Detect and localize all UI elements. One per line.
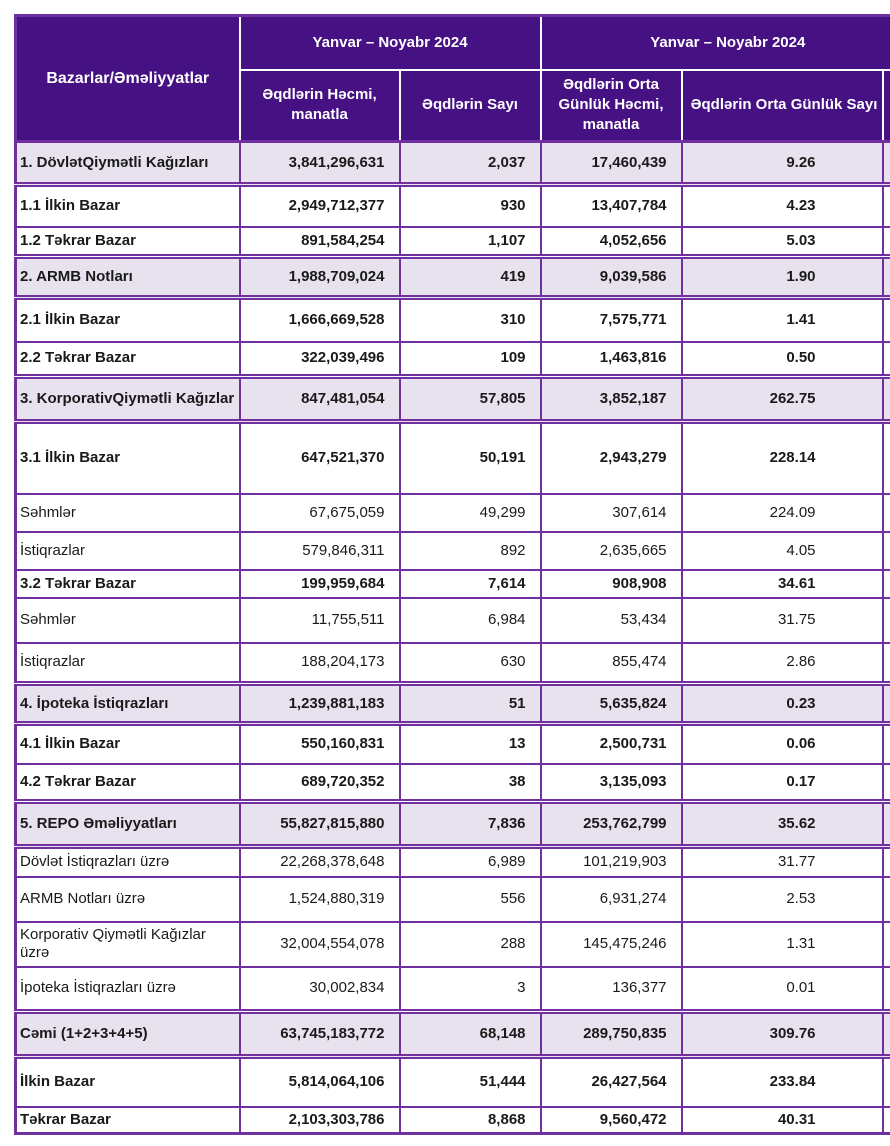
table-row xyxy=(16,377,890,422)
clipped-column-cell xyxy=(883,922,890,967)
cell-value: 419 xyxy=(400,257,541,298)
table-row xyxy=(16,598,890,643)
clipped-column-cell xyxy=(883,227,890,257)
cell-value: 50,191 xyxy=(400,422,541,494)
cell-value: 4.05 xyxy=(682,532,883,570)
cell-value: 6,931,274 xyxy=(541,877,682,922)
cell-value: 891,584,254 xyxy=(240,227,400,257)
cell-value: 11,755,511 xyxy=(240,598,400,643)
cell-value: 310 xyxy=(400,298,541,342)
cell-value: 309.76 xyxy=(682,1012,883,1057)
clipped-column-cell xyxy=(883,847,890,877)
table-row xyxy=(16,342,890,377)
cell-value: 31.75 xyxy=(682,598,883,643)
cell-value: 550,160,831 xyxy=(240,724,400,764)
clipped-column-cell xyxy=(883,967,890,1012)
cell-value: 13 xyxy=(400,724,541,764)
cell-value: 847,481,054 xyxy=(240,377,400,422)
cell-value: 188,204,173 xyxy=(240,643,400,684)
table-row xyxy=(16,847,890,877)
cell-value: 51,444 xyxy=(400,1057,541,1107)
cell-value: 3,841,296,631 xyxy=(240,142,400,185)
cell-value: 32,004,554,078 xyxy=(240,922,400,967)
cell-value: 3,135,093 xyxy=(541,764,682,802)
cell-value: 630 xyxy=(400,643,541,684)
table-row xyxy=(16,764,890,802)
row-label: 2.1 İlkin Bazar xyxy=(16,298,240,342)
cell-value: 9.26 xyxy=(682,142,883,185)
cell-value: 34.61 xyxy=(682,570,883,598)
cell-value: 288 xyxy=(400,922,541,967)
cell-value: 9,039,586 xyxy=(541,257,682,298)
row-label: 5. REPO Əməliyyatları xyxy=(16,802,240,847)
clipped-column-cell xyxy=(883,142,890,185)
clipped-column-cell xyxy=(883,877,890,922)
cell-value: 7,836 xyxy=(400,802,541,847)
clipped-column-cell xyxy=(883,298,890,342)
clipped-column-cell xyxy=(883,185,890,227)
cell-value: 3,852,187 xyxy=(541,377,682,422)
clipped-column-cell xyxy=(883,764,890,802)
cell-value: 1,666,669,528 xyxy=(240,298,400,342)
cell-value: 101,219,903 xyxy=(541,847,682,877)
row-label: 3.2 Təkrar Bazar xyxy=(16,570,240,598)
cell-value: 55,827,815,880 xyxy=(240,802,400,847)
clipped-column-cell xyxy=(883,1057,890,1107)
cell-value: 2,949,712,377 xyxy=(240,185,400,227)
cell-value: 1.90 xyxy=(682,257,883,298)
cell-value: 1,107 xyxy=(400,227,541,257)
cell-value: 228.14 xyxy=(682,422,883,494)
row-label: 4.1 İlkin Bazar xyxy=(16,724,240,764)
cell-value: 262.75 xyxy=(682,377,883,422)
cell-value: 67,675,059 xyxy=(240,494,400,532)
cell-value: 0.06 xyxy=(682,724,883,764)
cell-value: 53,434 xyxy=(541,598,682,643)
clipped-column-cell xyxy=(883,422,890,494)
cell-value: 2.86 xyxy=(682,643,883,684)
clipped-column-cell xyxy=(883,684,890,724)
cell-value: 855,474 xyxy=(541,643,682,684)
clipped-column-cell xyxy=(883,643,890,684)
group-header-period-2: Yanvar – Noyabr 2024 xyxy=(541,16,890,70)
cell-value: 0.17 xyxy=(682,764,883,802)
table-row xyxy=(16,298,890,342)
col-header-count: Əqdlərin Sayı xyxy=(400,70,541,142)
table-row xyxy=(16,922,890,967)
cell-value: 1.31 xyxy=(682,922,883,967)
cell-value: 1,988,709,024 xyxy=(240,257,400,298)
row-label: Səhmlər xyxy=(16,598,240,643)
row-label: Təkrar Bazar xyxy=(16,1107,240,1134)
table-row xyxy=(16,257,890,298)
cell-value: 689,720,352 xyxy=(240,764,400,802)
cell-value: 7,575,771 xyxy=(541,298,682,342)
row-label: 1.2 Təkrar Bazar xyxy=(16,227,240,257)
cell-value: 1,239,881,183 xyxy=(240,684,400,724)
clipped-column-cell xyxy=(883,1107,890,1134)
row-label: 1. DövlətQiymətli Kağızları xyxy=(16,142,240,185)
clipped-column-cell xyxy=(883,377,890,422)
cell-value: 35.62 xyxy=(682,802,883,847)
cell-value: 322,039,496 xyxy=(240,342,400,377)
cell-value: 289,750,835 xyxy=(541,1012,682,1057)
table-row xyxy=(16,570,890,598)
cell-value: 1.41 xyxy=(682,298,883,342)
cell-value: 7,614 xyxy=(400,570,541,598)
row-label: 1.1 İlkin Bazar xyxy=(16,185,240,227)
col-header-clipped-sliver xyxy=(883,70,890,142)
table-row xyxy=(16,142,890,185)
cell-value: 136,377 xyxy=(541,967,682,1012)
table-row xyxy=(16,643,890,684)
group-header-row xyxy=(16,16,890,70)
table-header xyxy=(16,16,890,142)
cell-value: 109 xyxy=(400,342,541,377)
cell-value: 3 xyxy=(400,967,541,1012)
cell-value: 63,745,183,772 xyxy=(240,1012,400,1057)
clipped-column-cell xyxy=(883,494,890,532)
col-header-volume: Əqdlərin Həcmi, manatla xyxy=(240,70,400,142)
row-label: İpoteka İstiqrazları üzrə xyxy=(16,967,240,1012)
cell-value: 26,427,564 xyxy=(541,1057,682,1107)
table-row xyxy=(16,684,890,724)
row-label: 4. İpoteka İstiqrazları xyxy=(16,684,240,724)
cell-value: 13,407,784 xyxy=(541,185,682,227)
table-row xyxy=(16,802,890,847)
cell-value: 2.53 xyxy=(682,877,883,922)
cell-value: 17,460,439 xyxy=(541,142,682,185)
cell-value: 2,037 xyxy=(400,142,541,185)
row-label: İlkin Bazar xyxy=(16,1057,240,1107)
cell-value: 233.84 xyxy=(682,1057,883,1107)
cell-value: 49,299 xyxy=(400,494,541,532)
cell-value: 6,989 xyxy=(400,847,541,877)
clipped-column-cell xyxy=(883,532,890,570)
group-header-period-1: Yanvar – Noyabr 2024 xyxy=(240,16,541,70)
cell-value: 1,524,880,319 xyxy=(240,877,400,922)
cell-value: 68,148 xyxy=(400,1012,541,1057)
cell-value: 145,475,246 xyxy=(541,922,682,967)
cell-value: 307,614 xyxy=(541,494,682,532)
row-label: Cəmi (1+2+3+4+5) xyxy=(16,1012,240,1057)
table-row xyxy=(16,532,890,570)
row-label: Səhmlər xyxy=(16,494,240,532)
cell-value: 2,635,665 xyxy=(541,532,682,570)
table-body xyxy=(16,142,890,1134)
cell-value: 199,959,684 xyxy=(240,570,400,598)
securities-market-table xyxy=(14,14,890,1135)
row-label: 3.1 İlkin Bazar xyxy=(16,422,240,494)
cell-value: 908,908 xyxy=(541,570,682,598)
cell-value: 5,814,064,106 xyxy=(240,1057,400,1107)
cell-value: 8,868 xyxy=(400,1107,541,1134)
row-label: İstiqrazlar xyxy=(16,643,240,684)
col-header-avg-daily-count: Əqdlərin Orta Günlük Sayı xyxy=(682,70,883,142)
cell-value: 1,463,816 xyxy=(541,342,682,377)
clipped-column-cell xyxy=(883,570,890,598)
cell-value: 40.31 xyxy=(682,1107,883,1134)
table-row xyxy=(16,1012,890,1057)
table-row xyxy=(16,967,890,1012)
table-row xyxy=(16,422,890,494)
cell-value: 2,943,279 xyxy=(541,422,682,494)
cell-value: 892 xyxy=(400,532,541,570)
clipped-column-cell xyxy=(883,257,890,298)
row-label: 2.2 Təkrar Bazar xyxy=(16,342,240,377)
cell-value: 5,635,824 xyxy=(541,684,682,724)
col-header-avg-daily-volume: Əqdlərin Orta Günlük Həcmi, manatla xyxy=(541,70,682,142)
cell-value: 30,002,834 xyxy=(240,967,400,1012)
table-row xyxy=(16,724,890,764)
cell-value: 38 xyxy=(400,764,541,802)
row-label: 4.2 Təkrar Bazar xyxy=(16,764,240,802)
cell-value: 579,846,311 xyxy=(240,532,400,570)
table-row xyxy=(16,227,890,257)
clipped-column-cell xyxy=(883,802,890,847)
cell-value: 0.50 xyxy=(682,342,883,377)
clipped-column-cell xyxy=(883,724,890,764)
clipped-column-cell xyxy=(883,1012,890,1057)
table-row xyxy=(16,185,890,227)
row-label: 3. KorporativQiymətli Kağızlar xyxy=(16,377,240,422)
cell-value: 9,560,472 xyxy=(541,1107,682,1134)
row-label: İstiqrazlar xyxy=(16,532,240,570)
cell-value: 4,052,656 xyxy=(541,227,682,257)
table-row xyxy=(16,494,890,532)
cell-value: 253,762,799 xyxy=(541,802,682,847)
row-label: 2. ARMB Notları xyxy=(16,257,240,298)
cell-value: 647,521,370 xyxy=(240,422,400,494)
cell-value: 930 xyxy=(400,185,541,227)
cell-value: 0.01 xyxy=(682,967,883,1012)
cell-value: 2,500,731 xyxy=(541,724,682,764)
table-row xyxy=(16,1057,890,1107)
cell-value: 5.03 xyxy=(682,227,883,257)
cell-value: 51 xyxy=(400,684,541,724)
corner-header-bazarlar: Bazarlar/Əməliyyatlar xyxy=(16,16,240,142)
cell-value: 224.09 xyxy=(682,494,883,532)
clipped-column-cell xyxy=(883,598,890,643)
row-label: ARMB Notları üzrə xyxy=(16,877,240,922)
cell-value: 22,268,378,648 xyxy=(240,847,400,877)
cell-value: 4.23 xyxy=(682,185,883,227)
cell-value: 6,984 xyxy=(400,598,541,643)
table-row xyxy=(16,1107,890,1134)
cell-value: 2,103,303,786 xyxy=(240,1107,400,1134)
row-label: Dövlət İstiqrazları üzrə xyxy=(16,847,240,877)
row-label: Korporativ Qiymətli Kağızlar üzrə xyxy=(16,922,240,967)
cell-value: 0.23 xyxy=(682,684,883,724)
cell-value: 556 xyxy=(400,877,541,922)
table-row xyxy=(16,877,890,922)
clipped-column-cell xyxy=(883,342,890,377)
cell-value: 57,805 xyxy=(400,377,541,422)
cell-value: 31.77 xyxy=(682,847,883,877)
